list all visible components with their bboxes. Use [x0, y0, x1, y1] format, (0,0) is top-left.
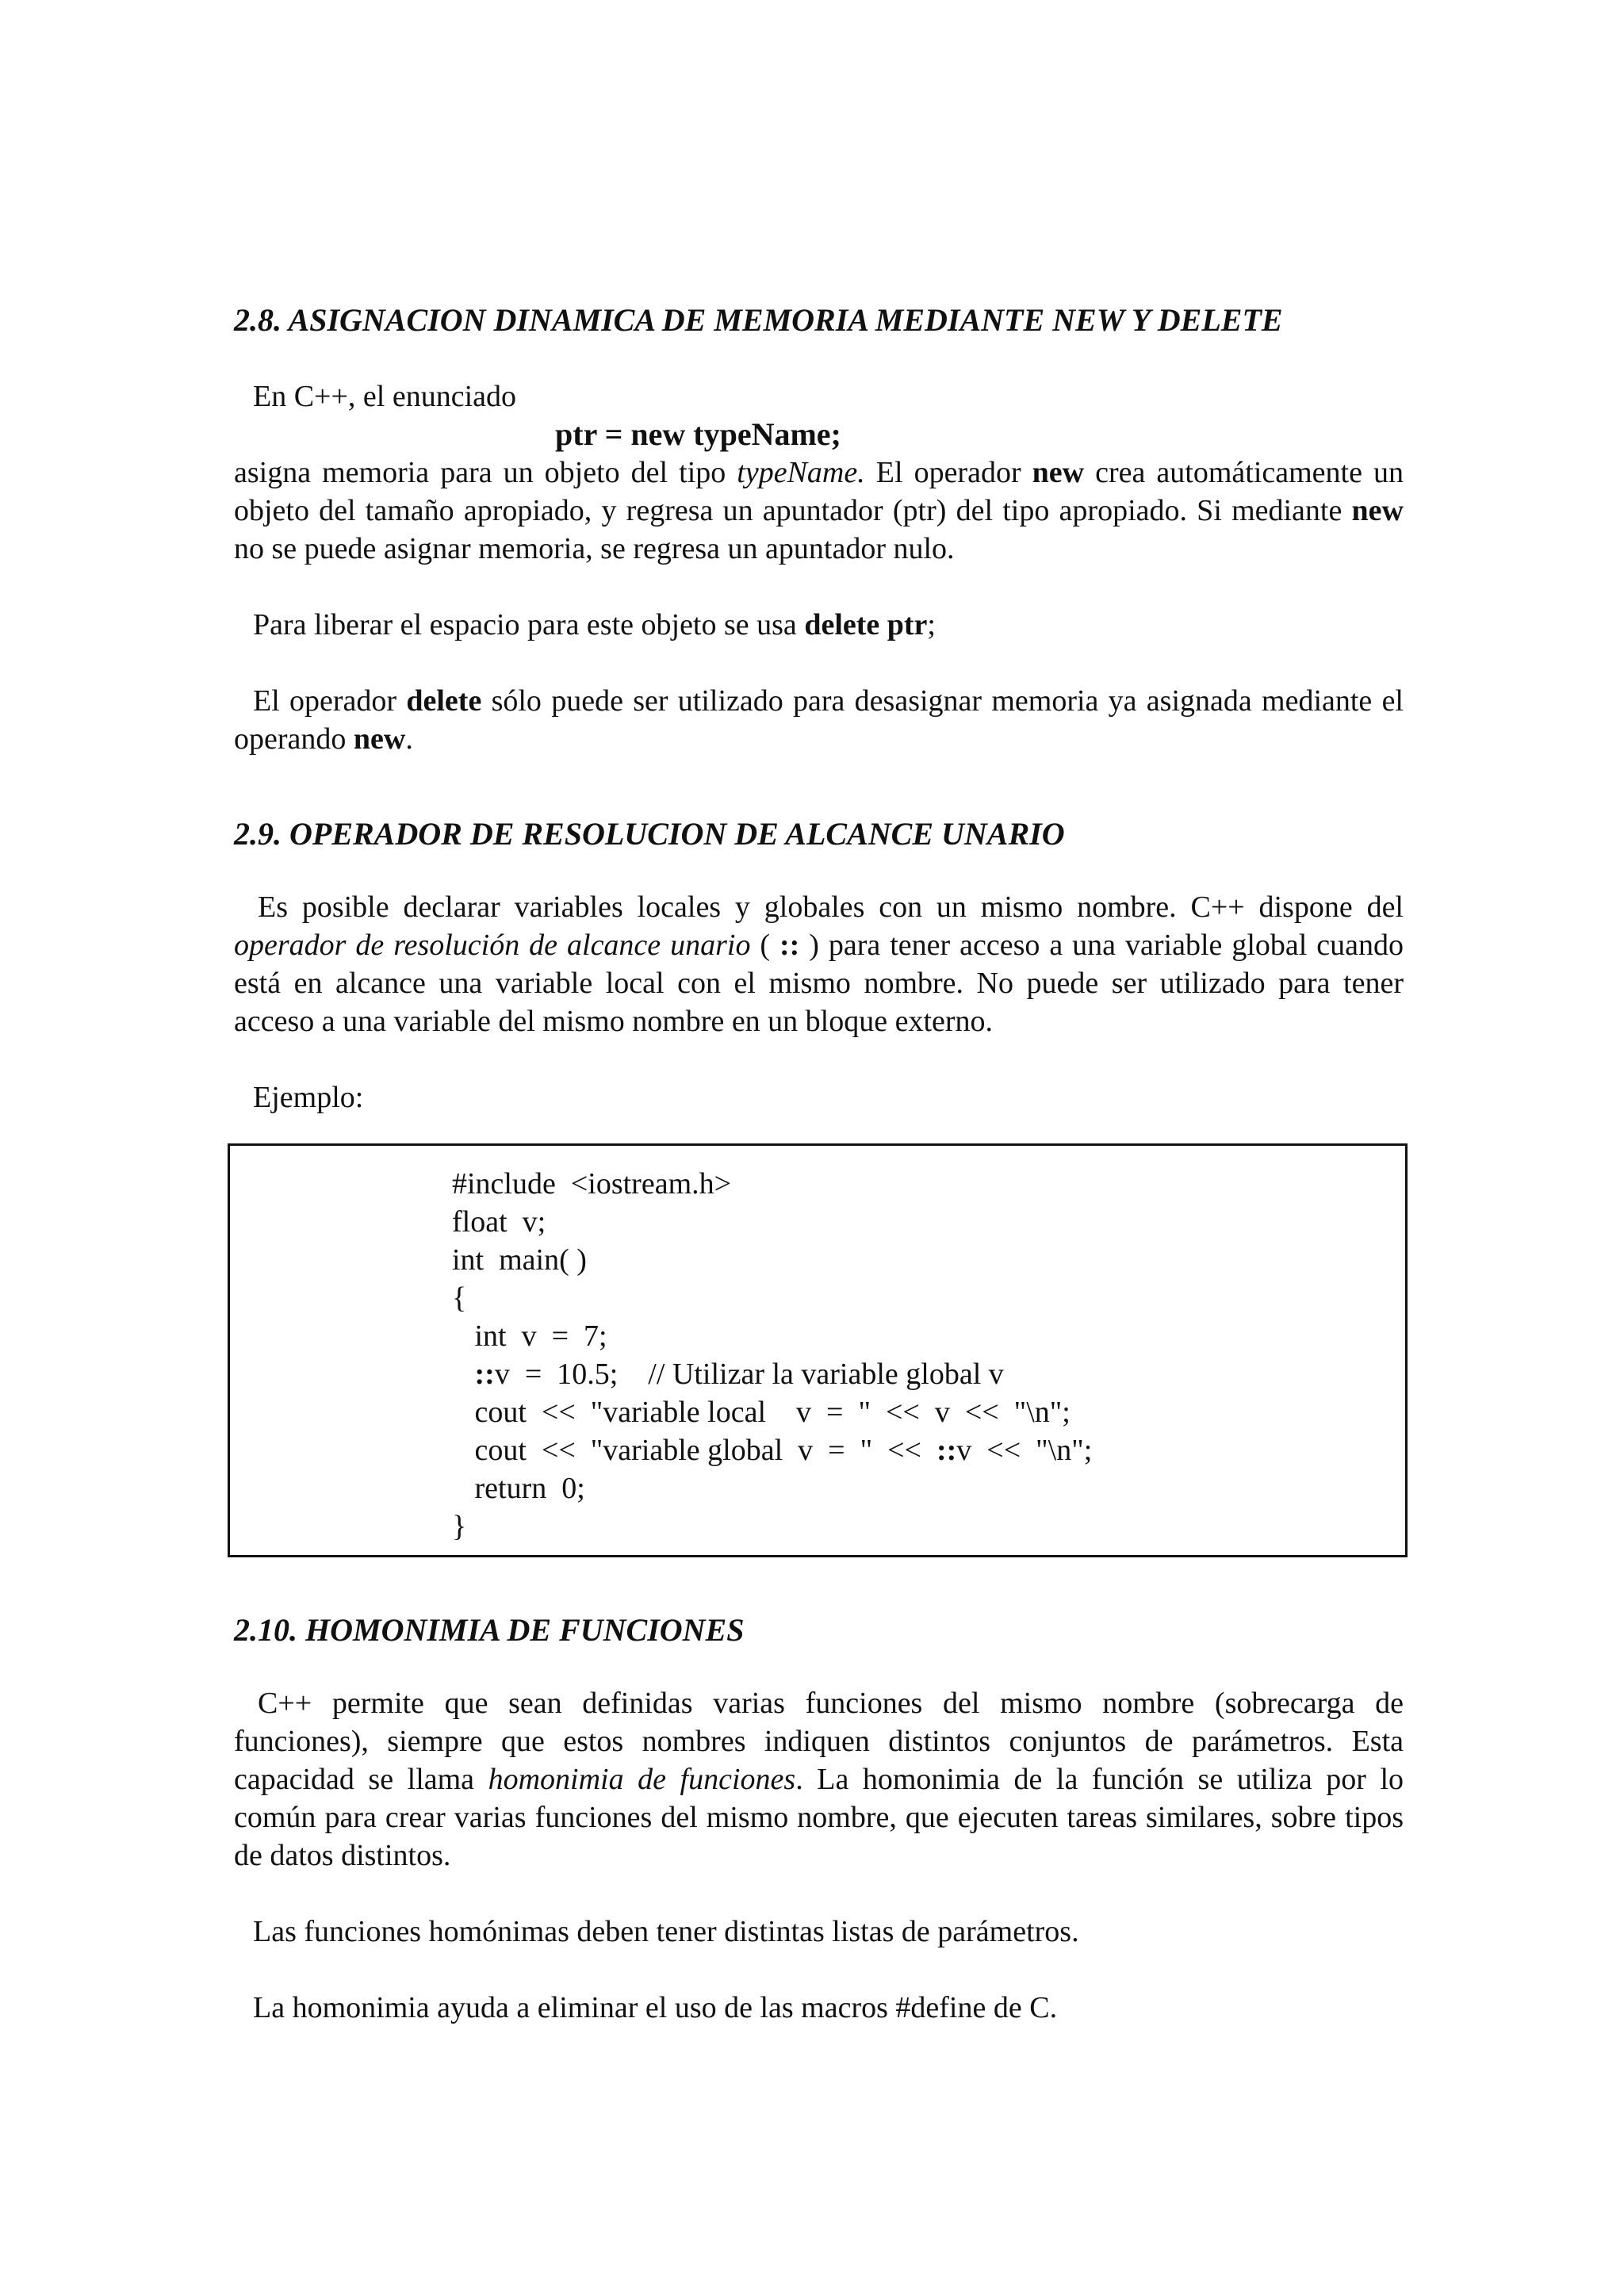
code-line: int main( ) — [452, 1243, 587, 1277]
code-line: { — [452, 1281, 467, 1315]
code-example-box — [228, 1143, 1408, 1557]
code-line: return 0; — [452, 1472, 585, 1505]
paragraph: C++ permite que sean definidas varias funciones del mismo nombre (sobrecarga de funciones), siempre que estos nombres indiquen distintos conjuntos de parámetros. Esta capacidad se llama homonimia de funciones. La homonimia de la función se utiliza por lo común para crear varias funciones del mismo nombre, que ejecuten tareas similares, sobre tipos de datos distintos. — [234, 1687, 1404, 1872]
section-heading: 2.9. OPERADOR DE RESOLUCION DE ALCANCE UNARIO — [234, 816, 1065, 852]
section-2-10 — [234, 1611, 1404, 2027]
paragraph: asigna memoria para un objeto del tipo typeName. El operador new crea automáticamente un objeto del tamaño apropiado, y regresa un apuntador (ptr) del tipo apropiado. Si mediante new no se puede asignar memoria, se regresa un apuntador nulo. — [234, 456, 1404, 565]
section-heading: 2.8. ASIGNACION DINAMICA DE MEMORIA MEDIANTE NEW Y DELETE — [234, 302, 1283, 338]
example-label: Ejemplo: — [253, 1081, 364, 1114]
section-2-9 — [234, 815, 1404, 1557]
paragraph: Es posible declarar variables locales y globales con un mismo nombre. C++ dispone del operador de resolución de alcance unario ( :: ) para tener acceso a una variable global cuando está en alcance una variable local con el mismo nombre. No puede ser utilizado para tener acceso a una variable del mismo nombre en un bloque externo. — [234, 890, 1404, 1038]
paragraph: El operador delete sólo puede ser utilizado para desasignar memoria ya asignada mediante el operando new. — [234, 684, 1404, 756]
code-line: int v = 7; — [452, 1319, 607, 1353]
code-line: #include <iostream.h> — [452, 1167, 732, 1201]
code-line: float v; — [452, 1205, 546, 1239]
statement-code: ptr = new typeName; — [555, 416, 841, 452]
intro-paragraph: En C++, el enunciado — [253, 380, 516, 413]
document-page — [234, 301, 1404, 2027]
section-heading: 2.10. HOMONIMIA DE FUNCIONES — [234, 1612, 745, 1648]
section-2-8 — [234, 301, 1404, 758]
paragraph: La homonimia ayuda a eliminar el uso de las macros #define de C. — [253, 1991, 1058, 2024]
code-line: cout << "variable local v = " << v << "\n"; — [452, 1396, 1071, 1429]
paragraph: Para liberar el espacio para este objeto se usa delete ptr; — [253, 608, 936, 641]
code-line: } — [452, 1510, 467, 1543]
code-line: ::v = 10.5; // Utilizar la variable global v — [474, 1358, 1004, 1391]
paragraph: Las funciones homónimas deben tener distintas listas de parámetros. — [253, 1915, 1079, 1948]
code-line: cout << "variable global v = " << ::v << "\n"; — [452, 1434, 1093, 1467]
